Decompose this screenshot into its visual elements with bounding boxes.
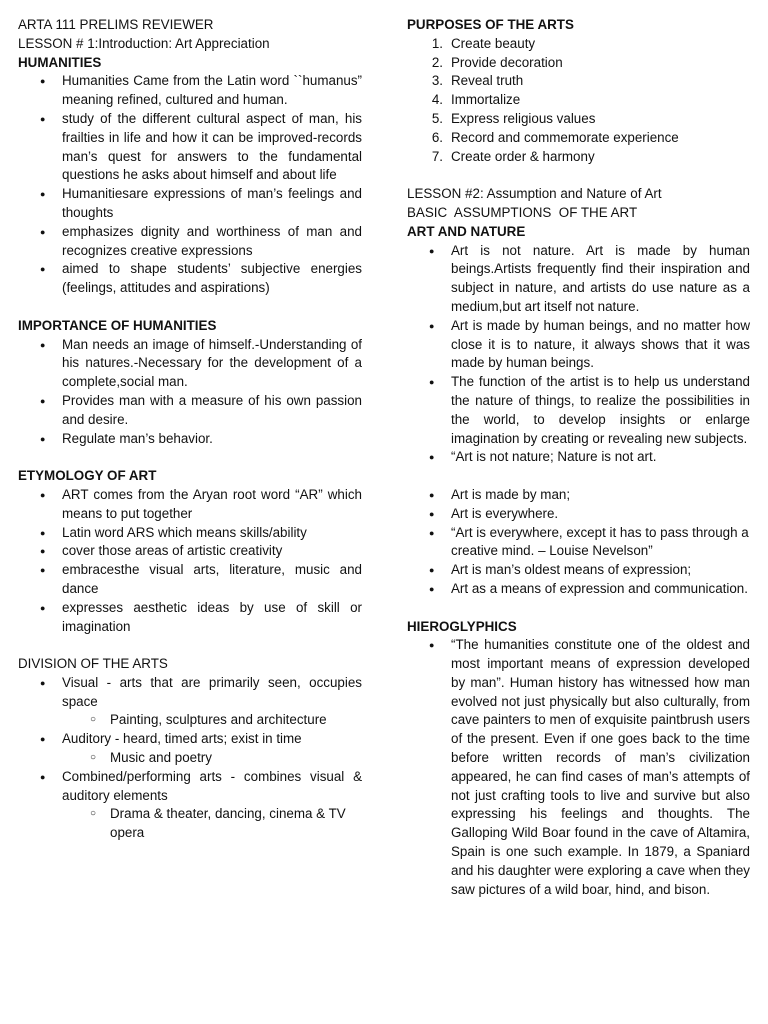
left-column	[18, 16, 362, 843]
assumptions-heading: BASIC ASSUMPTIONS OF THE ART	[407, 204, 638, 220]
purpose-item	[407, 72, 750, 91]
purpose-item	[407, 35, 750, 54]
division-subitem: ○ Music and poetry	[18, 749, 362, 768]
importance-item: ● Provides man with a measure of his own passion and desire.	[18, 392, 362, 430]
purpose-text: Create order & harmony	[451, 148, 595, 164]
humanities-item: ● aimed to shape students’ subjective energies (feelings, attitudes and aspirations)	[18, 260, 362, 298]
division-list	[18, 674, 362, 843]
etymology-item: ● ART comes from the Aryan root word “AR” which means to put together	[18, 486, 362, 524]
right-column	[407, 16, 750, 899]
division-item: ● Auditory - heard, timed arts; exist in time	[18, 730, 362, 749]
etymology-item: ● expresses aesthetic ideas by use of skill or imagination	[18, 599, 362, 637]
humanities-item: ● study of the different cultural aspect of man, his frailties in life and how it can be improved-records man’s quest for answers to the fundamental questions he asks about himself and about life	[18, 110, 362, 185]
purpose-item	[407, 54, 750, 73]
art-fact-item: ● Art as a means of expression and communication.	[407, 580, 750, 599]
etymology-item: ● cover those areas of artistic creativity	[18, 542, 362, 561]
art-facts-list	[407, 486, 750, 599]
art-fact-item: ● “Art is everywhere, except it has to pass through a creative mind. – Louise Nevelson”	[407, 524, 750, 562]
purpose-number: 3.	[431, 73, 443, 89]
purpose-item	[407, 129, 750, 148]
hieroglyphics-list	[407, 636, 750, 899]
division-item: ● Visual - arts that are primarily seen, occupies space	[18, 674, 362, 712]
art-nature-item: ● The function of the artist is to help us understand the nature of things, to realize the possibilities in the world, to develop insights or enlarge imagination by creating or revealing new subjects.	[407, 373, 750, 448]
etymology-item: ● Latin word ARS which means skills/ability	[18, 524, 362, 543]
division-heading: DIVISION OF THE ARTS	[18, 656, 168, 672]
hieroglyphics-paragraph: ● “The humanities constitute one of the oldest and most important means of expression developed by man”. Human history has witnessed how man evolved not just physically but also culturally, from cave painters to men of exquisite paintbrush users of the present. Even if one goes back to the time before written records of man’s civilization appeared, he can find cases of man’s attempts of not just crafting tools to live and survive but also expressing his feelings and thoughts. The Galloping Wild Boar found in the cave of Altamira, Spain is one such example. In 1879, a Spaniard and his daughter were exploring a cave when they saw pictures of a wild boar, hind, and bison.	[407, 636, 750, 899]
purpose-text: Create beauty	[451, 35, 536, 51]
humanities-item: ● emphasizes dignity and worthiness of man and recognizes creative expressions	[18, 223, 362, 261]
importance-item: ● Man needs an image of himself.-Understanding of his natures.-Necessary for the development of a complete,social man.	[18, 336, 362, 392]
art-fact-item: ● Art is made by man;	[407, 486, 750, 505]
purposes-list	[407, 35, 750, 167]
purposes-heading: PURPOSES OF THE ARTS	[407, 17, 574, 32]
purpose-text: Reveal truth	[451, 73, 524, 89]
purpose-number: 6.	[431, 129, 443, 145]
purpose-item	[407, 148, 750, 167]
art-nature-item: ● Art is not nature. Art is made by human beings.Artists frequently find their inspiration and subject in nature, and artists do use nature as a medium,but art itself not nature.	[407, 242, 750, 317]
purpose-number: 7.	[431, 148, 443, 164]
art-nature-item: ● “Art is not nature; Nature is not art.	[407, 448, 750, 467]
purpose-number: 1.	[431, 35, 443, 51]
importance-list	[18, 336, 362, 449]
etymology-list	[18, 486, 362, 636]
humanities-heading: HUMANITIES	[18, 54, 102, 70]
lesson-2-title: LESSON #2: Assumption and Nature of Art	[407, 186, 662, 202]
purpose-item	[407, 91, 750, 110]
purpose-text: Record and commemorate experience	[451, 129, 679, 145]
purpose-number: 5.	[431, 110, 443, 126]
division-subitem: ○ Drama & theater, dancing, cinema & TV opera	[18, 805, 362, 843]
purpose-text: Express religious values	[451, 110, 596, 126]
lesson-1-title: LESSON # 1:Introduction: Art Appreciation	[18, 35, 270, 51]
importance-item: ● Regulate man’s behavior.	[18, 430, 362, 449]
importance-heading: IMPORTANCE OF HUMANITIES	[18, 317, 217, 333]
purpose-text: Immortalize	[451, 92, 521, 108]
humanities-item: ● Humanitiesare expressions of man’s feelings and thoughts	[18, 185, 362, 223]
purpose-text: Provide decoration	[451, 54, 563, 70]
humanities-item: ● Humanities Came from the Latin word ``humanus” meaning refined, cultured and human.	[18, 72, 362, 110]
art-fact-item: ● Art is everywhere.	[407, 505, 750, 524]
art-nature-list	[407, 242, 750, 468]
art-nature-heading: ART AND NATURE	[407, 223, 526, 239]
purpose-item	[407, 110, 750, 129]
document-title: ARTA 111 PRELIMS REVIEWER	[18, 17, 214, 32]
art-fact-item: ● Art is man’s oldest means of expression;	[407, 561, 750, 580]
humanities-list	[18, 72, 362, 298]
hieroglyphics-heading: HIEROGLYPHICS	[407, 618, 517, 634]
division-subitem: ○ Painting, sculptures and architecture	[18, 711, 362, 730]
art-nature-item: ● Art is made by human beings, and no matter how close it is to nature, it always shows that it was made by human beings.	[407, 317, 750, 373]
purpose-number: 4.	[431, 92, 443, 108]
purpose-number: 2.	[431, 54, 443, 70]
etymology-heading: ETYMOLOGY OF ART	[18, 468, 157, 484]
division-item: ● Combined/performing arts - combines visual & auditory elements	[18, 768, 362, 806]
etymology-item: ● embracesthe visual arts, literature, music and dance	[18, 561, 362, 599]
